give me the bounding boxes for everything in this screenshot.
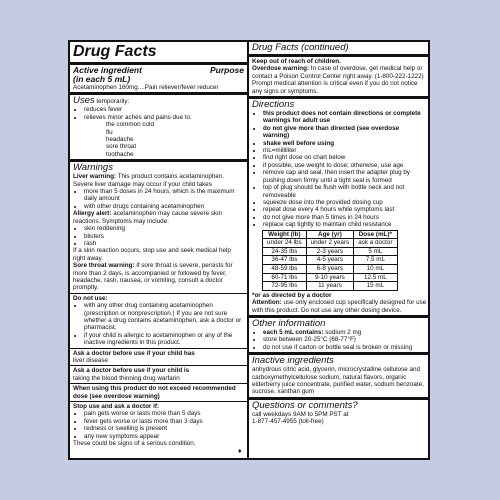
allergy-alert-text: acetaminophen may cause severe skin reactions. Symptoms may include:	[73, 210, 223, 225]
allergy-after-text: If a skin reaction occurs, stop use and seek medical help right away.	[73, 247, 231, 262]
list-item-text: this product does not contain directions or complete warnings for adult use	[263, 110, 421, 125]
list-item: • skin reddening	[84, 225, 244, 232]
active-ingredient-heading2: (in each 5 mL)	[73, 74, 131, 84]
table-row	[263, 264, 398, 273]
liver-warning-list	[73, 188, 244, 210]
uses-sublist	[73, 121, 244, 158]
list-item: • with other drugs containing acetaminophen	[84, 203, 244, 210]
list-item: the common cold	[106, 121, 154, 129]
list-item-text: shake well before using	[263, 139, 335, 147]
table-row	[263, 282, 398, 291]
liver-warning-label: Liver warning:	[73, 173, 117, 181]
column-header: Dose (mL)*	[354, 230, 397, 239]
stop-use-section	[70, 402, 247, 448]
table-row	[263, 239, 398, 248]
table-cell: 72-95 lbs	[263, 282, 307, 291]
directions-list	[252, 110, 427, 229]
list-item	[263, 125, 427, 140]
continued-title-section	[249, 42, 430, 57]
warnings-section	[70, 162, 247, 294]
list-item: toothache	[106, 150, 134, 158]
do-not-use-title: Do not use:	[73, 294, 108, 302]
ask-doctor-has-text: liver disease	[73, 357, 108, 364]
list-item: • top of plug should be flush with bottle neck and not removeable	[263, 184, 427, 199]
stop-use-title: Stop use and ask a doctor if:	[73, 403, 160, 411]
warnings-title: Warnings	[73, 162, 113, 174]
table-cell: 2-3 years	[306, 247, 354, 256]
uses-intro: temporarily:	[96, 98, 130, 106]
active-ingredient-subheader	[73, 75, 244, 84]
stop-use-list	[73, 410, 244, 440]
keep-out-title: Keep out of reach of children.	[252, 58, 341, 65]
list-item: • remove cap and seal, then insert the adapter plug by pushing down firmly until a tight seal is formed	[263, 169, 427, 184]
diamond-icon: ♦	[238, 448, 242, 455]
overdose-label: Overdose warning:	[252, 65, 310, 73]
list-item: • rash	[84, 240, 244, 247]
keep-out-section	[249, 57, 430, 99]
table-cell: 15 mL	[354, 282, 397, 291]
dose-footnote: *or as directed by a doctor	[252, 291, 332, 299]
other-information-list	[252, 329, 427, 351]
other-information-title: Other information	[252, 317, 326, 329]
stop-use-after: These could be signs of a serious condition.	[73, 440, 196, 448]
table-cell: 9-10 years	[306, 273, 354, 282]
list-item: • mL=milliliter	[263, 147, 427, 154]
sore-throat-label: Sore throat warning:	[73, 262, 135, 270]
table-cell: 10 mL	[354, 264, 397, 273]
sore-throat-text: if sore throat is severe, persists for more than 2 days, is accompanied or followed by fever, headache, rash, nausea, or vomiting, consult a doctor promptly.	[73, 262, 233, 292]
table-cell: 5 mL	[354, 247, 397, 256]
attention-label: Attention:	[252, 299, 282, 307]
allergy-alert-label: Allergy alert:	[73, 210, 112, 218]
questions-title: Questions or comments?	[252, 399, 358, 411]
list-item: • repeat dose every 4 hours while symptoms last	[263, 206, 427, 213]
inactive-ingredients-text: anhydrous citric acid, glycerin, microcrystalline cellulose and carboxymethylcellulose sodium, natural flavors, organic elderberry juice concentrate, purified water, sodium benzoate, sucrose, xanthan gum	[252, 366, 424, 396]
do-not-use-list	[73, 302, 244, 346]
list-item: headache	[106, 136, 134, 144]
questions-line1: call weekdays 9AM to 5PM PST at	[252, 410, 349, 418]
dosing-table	[262, 230, 398, 291]
list-item: • pain gets worse or lasts more than 5 days	[84, 410, 244, 417]
when-using-section	[70, 384, 247, 402]
list-item: • replace cap tightly to maintain child resistance	[263, 221, 427, 228]
table-cell: under 2 years	[306, 239, 354, 248]
active-ingredient-section	[70, 65, 247, 95]
table-row	[263, 273, 398, 282]
column-header: Age (yr)	[306, 230, 354, 239]
table-cell: 48-59 lbs	[263, 264, 307, 273]
liver-warning-text: This product contains acetaminophen. Severe liver damage may occur if your child takes	[73, 173, 225, 188]
table-cell: 12.5 mL	[354, 273, 397, 282]
inactive-ingredients-section	[249, 355, 430, 400]
active-ingredient-heading: Active ingredient	[73, 65, 142, 75]
directions-title: Directions	[252, 99, 295, 111]
uses-title: Uses	[73, 95, 95, 107]
list-item: • any new symptoms appear	[84, 433, 244, 440]
list-item: • with any other drug containing acetaminophen (prescription or nonprescription.) If you are not sure whether a drug contains acetaminophen, ask a doctor or pharmacist.	[84, 302, 244, 332]
list-item: • reduces fever	[84, 106, 244, 113]
list-item: • blisters	[84, 233, 244, 240]
allergy-list	[73, 225, 244, 247]
table-cell: 60-71 lbs	[263, 273, 307, 282]
list-item: • if possible, use weight to dose; otherwise, use age	[263, 162, 427, 169]
table-cell: ask a doctor	[354, 239, 397, 248]
ask-doctor-has-section	[70, 349, 247, 367]
list-item: • relieves minor aches and pains due to:	[84, 114, 244, 121]
drug-facts-panel	[68, 40, 430, 460]
continued-title: Drug Facts	[252, 42, 299, 53]
list-item	[263, 140, 427, 147]
list-item-text: do not give more than directed (see overdose warning)	[263, 124, 400, 140]
list-item: • find right dose on chart below	[263, 154, 427, 161]
list-item: • redness or swelling is present	[84, 425, 244, 432]
ask-doctor-has-title: Ask a doctor before use if your child has	[73, 349, 195, 357]
table-cell: 6-8 years	[306, 264, 354, 273]
right-column	[249, 42, 430, 458]
uses-list	[73, 106, 244, 121]
other-information-section	[249, 318, 430, 355]
left-column	[70, 42, 249, 458]
list-item: • squeeze dose into the provided dosing cup	[263, 199, 427, 206]
questions-phone: 1-877-457-4955 (toll-free)	[252, 418, 324, 426]
uses-section	[70, 95, 247, 162]
list-item: • do not use if carton or bottle seal is broken or missing	[263, 344, 427, 351]
list-item: • do not give more than 5 times in 24 hours	[263, 214, 427, 221]
title-section	[70, 42, 247, 65]
list-item	[263, 110, 427, 125]
table-cell: 7.5 mL	[354, 256, 397, 265]
drug-facts-title: Drug Facts	[73, 43, 157, 60]
table-header-row	[263, 230, 398, 239]
table-cell: 4-5 years	[306, 256, 354, 265]
list-item: • store between 20-25°C (68-77°F)	[263, 336, 427, 343]
overdose-text: In case of overdose, get medical help or contact a Poison Control Center right away. (1-800-222-1222) Prompt medical attention is critical even if you do not notice any signs or symptoms.	[252, 65, 424, 95]
ask-doctor-is-section	[70, 366, 247, 384]
table-cell: 11 years	[306, 282, 354, 291]
list-item-bold: each 5 mL contains:	[263, 328, 324, 336]
directions-section	[249, 99, 430, 318]
table-row	[263, 256, 398, 265]
list-item: sore throat	[106, 143, 137, 151]
questions-section	[249, 400, 430, 427]
attention-text: use only enclosed cup specifically designed for use with this product. Do not use any other dosing device.	[252, 299, 427, 314]
list-item: flu	[106, 128, 113, 136]
column-header: Weight (lb)	[263, 230, 307, 239]
list-item-text: sodium 2 mg	[325, 328, 362, 336]
continued-label: (continued)	[301, 42, 349, 53]
when-using-title: When using this product do not exceed recommended dose (see overdose warning)	[73, 385, 236, 400]
purpose-heading: Purpose	[209, 65, 244, 75]
inactive-ingredients-title: Inactive ingredients	[252, 355, 334, 367]
table-row	[263, 247, 398, 256]
list-item: • if your child is allergic to acetaminophen or any of the inactive ingredients in this product.	[84, 332, 244, 347]
ask-doctor-is-text: taking the blood thinning drug warfarin	[73, 374, 180, 382]
ask-doctor-is-title: Ask a doctor before use if your child is	[73, 367, 190, 375]
table-cell: under 24 lbs	[263, 239, 307, 248]
list-item: • fever gets worse or lasts more than 3 days	[84, 418, 244, 425]
active-ingredient-line: Acetaminophen 160mg....Pain reliever/fever reducer	[73, 84, 219, 91]
do-not-use-section	[70, 294, 247, 349]
table-cell: 24-35 lbs	[263, 247, 307, 256]
list-item: • more than 5 doses in 24 hours, which is the maximum daily amount	[84, 188, 244, 203]
table-cell: 36-47 lbs	[263, 256, 307, 265]
